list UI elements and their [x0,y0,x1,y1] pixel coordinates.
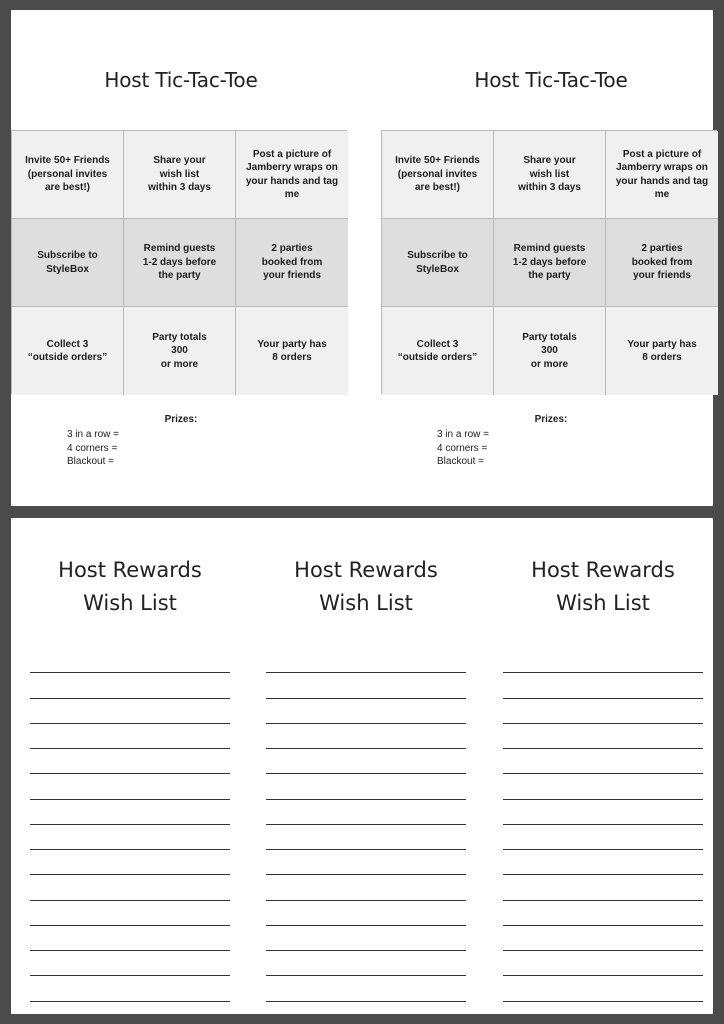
write-in-line [503,850,703,875]
grid-cell: Subscribe to StyleBox [12,219,124,307]
wish-list-title-line: Wish List [83,591,177,615]
grid-cell: Your party has 8 orders [236,307,348,395]
wish-list-title [503,554,703,620]
write-in-line [503,800,703,825]
grid-cell: Invite 50+ Friends (personal invites are best!) [12,131,124,219]
wish-list-card [503,518,703,1014]
grid-cell: Share your wish list within 3 days [124,131,236,219]
write-in-line [30,673,230,698]
write-in-line [30,800,230,825]
write-in-line [266,724,466,749]
grid-cell: 2 parties booked from your friends [606,219,718,307]
prize-item: 3 in a row = [437,429,489,440]
wish-list-title-line: Host Rewards [294,558,438,582]
prize-item: 4 corners = [67,442,118,454]
write-in-line [266,673,466,698]
prize-item: Blackout = [437,456,484,467]
write-in-line [503,951,703,976]
wish-list-title-line: Wish List [319,591,413,615]
wish-list-lines [266,648,466,1002]
wish-list-title [266,554,466,620]
grid-cell: Collect 3 “outside orders” [12,307,124,395]
write-in-line [30,749,230,774]
write-in-line [266,825,466,850]
grid-cell: Your party has 8 orders [606,307,718,395]
write-in-line [266,774,466,799]
tictactoe-page [11,10,713,506]
wish-list-title-line: Host Rewards [531,558,675,582]
prizes-title: Prizes: [164,414,198,425]
write-in-line [503,875,703,900]
write-in-line [266,749,466,774]
grid-cell: Remind guests 1-2 days before the party [124,219,236,307]
write-in-line [503,774,703,799]
write-in-line [503,724,703,749]
write-in-line [266,648,466,673]
grid-cell: Collect 3 “outside orders” [382,307,494,395]
write-in-line [30,825,230,850]
wish-list-card [30,518,230,1014]
grid-cell: Party totals 300 or more [494,307,606,395]
grid-cell: Post a picture of Jamberry wraps on your hands and tag me [606,131,718,219]
prize-list [67,428,119,469]
grid-cell: Invite 50+ Friends (personal invites are best!) [382,131,494,219]
write-in-line [503,749,703,774]
write-in-line [266,951,466,976]
write-in-line [503,699,703,724]
prize-item: 3 in a row = [67,429,119,440]
write-in-line [503,976,703,1001]
write-in-line [30,875,230,900]
write-in-line [266,850,466,875]
write-in-line [266,800,466,825]
write-in-line [30,850,230,875]
grid-cell: 2 parties booked from your friends [236,219,348,307]
wish-list-card [266,518,466,1014]
write-in-line [30,951,230,976]
write-in-line [503,926,703,951]
write-in-line [503,648,703,673]
card-title: Host Tic-Tac-Toe [474,68,628,92]
wish-list-page [11,518,713,1014]
write-in-line [30,774,230,799]
write-in-line [30,724,230,749]
write-in-line [30,926,230,951]
prize-item: Blackout = [67,456,114,467]
write-in-line [266,901,466,926]
tictactoe-grid [381,130,717,394]
tictactoe-card [381,10,721,506]
write-in-line [266,976,466,1001]
write-in-line [30,699,230,724]
grid-cell: Remind guests 1-2 days before the party [494,219,606,307]
write-in-line [266,699,466,724]
prize-list [437,428,489,469]
wish-list-lines [503,648,703,1002]
grid-cell: Post a picture of Jamberry wraps on your hands and tag me [236,131,348,219]
wish-list-lines [30,648,230,1002]
tictactoe-card [11,10,351,506]
write-in-line [30,901,230,926]
write-in-line [266,875,466,900]
write-in-line [266,926,466,951]
grid-cell: Subscribe to StyleBox [382,219,494,307]
wish-list-title [30,554,230,620]
prize-item: 4 corners = [437,442,488,454]
write-in-line [503,825,703,850]
write-in-line [503,901,703,926]
grid-cell: Party totals 300 or more [124,307,236,395]
wish-list-title-line: Wish List [556,591,650,615]
prizes-title: Prizes: [534,414,568,425]
write-in-line [30,648,230,673]
wish-list-title-line: Host Rewards [58,558,202,582]
write-in-line [30,976,230,1001]
tictactoe-grid [11,130,347,394]
write-in-line [503,673,703,698]
card-title: Host Tic-Tac-Toe [104,68,258,92]
grid-cell: Share your wish list within 3 days [494,131,606,219]
